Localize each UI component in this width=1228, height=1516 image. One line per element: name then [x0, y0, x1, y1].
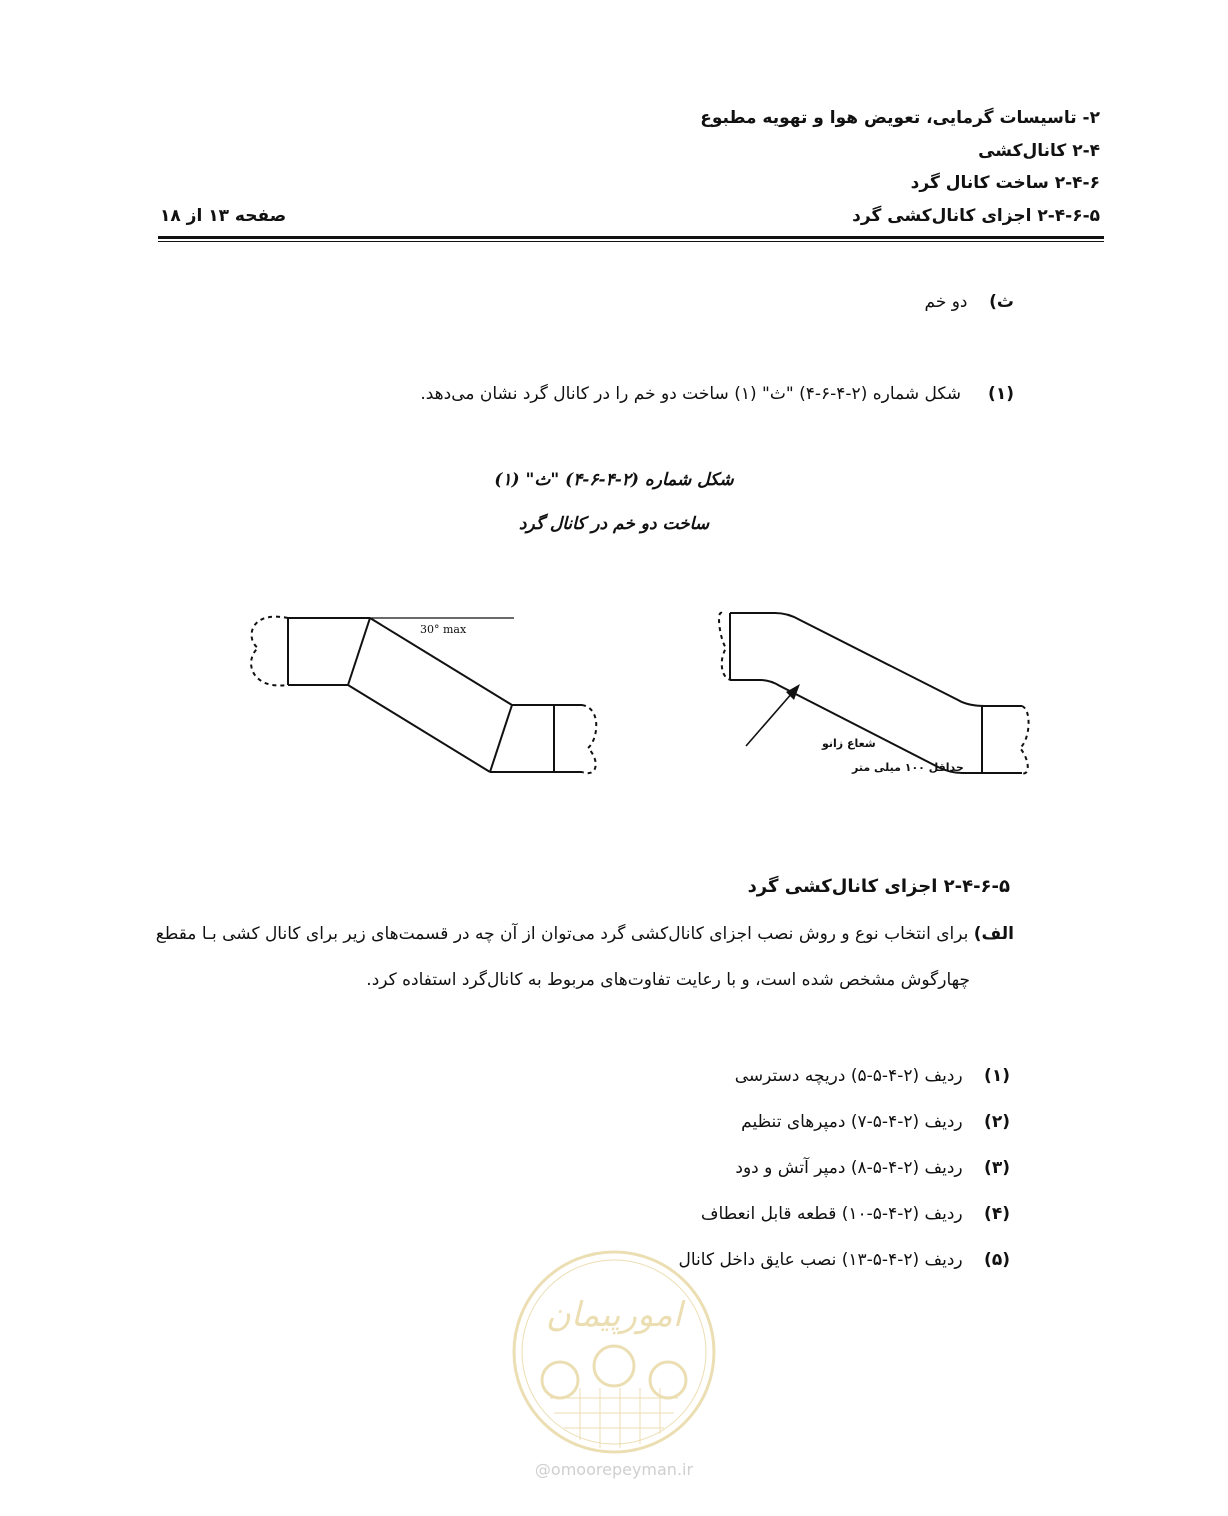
list-item: [735, 1158, 1010, 1178]
double-bend-duct-figure: [240, 600, 1040, 790]
figure-caption-title: شکل شماره (۲-۴-۶-۴) "ث" (۱): [494, 470, 734, 490]
radius-label-line-1: شعاع زانو: [822, 737, 876, 750]
list-item-text: ردیف (۲-۴-۵-۷) دمپرهای تنظیم: [741, 1112, 963, 1132]
angle-label: 30° max: [420, 623, 467, 636]
item-1-text: شکل شماره (۲-۴-۶-۴) "ث" (۱) ساخت دو خم را در کانال گرد نشان می‌دهد.: [420, 384, 962, 404]
header-line-4: ۲-۴-۶-۵ اجزای کانال‌کشی گرد: [852, 206, 1100, 226]
item-1: [420, 384, 1014, 404]
list-item-number: (۲): [984, 1112, 1010, 1132]
item-1-marker: (۱): [988, 384, 1014, 404]
list-item: [735, 1066, 1010, 1086]
paragraph-alef-line-2: چهارگوش مشخص شده است، و با رعایت تفاوت‌های مربوط به کانال‌گرد استفاده کرد.: [366, 970, 970, 990]
header-rule-thin: [158, 241, 1104, 242]
watermark-gear-icon: [542, 1346, 686, 1398]
item-tha: [925, 292, 1015, 312]
paragraph-alef-marker: الف): [973, 924, 1014, 944]
watermark-site: @omoorepeyman.ir: [534, 1460, 694, 1479]
list-item-number: (۵): [984, 1250, 1010, 1270]
item-tha-marker: ث): [989, 292, 1014, 312]
header-line-1: ۲- تاسیسات گرمایی، تعویض هوا و تهویه مطبوع: [700, 108, 1100, 128]
list-item-number: (۴): [984, 1204, 1010, 1224]
mitered-bend-drawing: [251, 617, 596, 774]
paragraph-alef-line-1: [156, 924, 1014, 944]
list-item: [679, 1250, 1010, 1270]
figure-caption-subtitle: ساخت دو خم در کانال گرد: [518, 514, 710, 534]
radius-label-line-2: حداقل ۱۰۰ میلی متر: [852, 761, 964, 774]
list-item-text: ردیف (۲-۴-۵-۸) دمپر آتش و دود: [735, 1158, 963, 1178]
list-item-number: (۱): [984, 1066, 1010, 1086]
list-item-text: ردیف (۲-۴-۵-۱۰) قطعه قابل انعطاف: [700, 1204, 963, 1224]
header-line-3: ۲-۴-۶ ساخت کانال گرد: [910, 173, 1100, 193]
header-line-2: ۲-۴ کانال‌کشی: [978, 141, 1100, 161]
list-item: [701, 1204, 1010, 1224]
list-item-text: ردیف (۲-۴-۵-۵) دریچه دسترسی: [734, 1066, 963, 1086]
paragraph-alef-text-1: برای انتخاب نوع و روش نصب اجزای کانال‌کشی گرد می‌توان از آن چه در قسمت‌های زیر برای کانال کشی بـا مقطع: [155, 924, 969, 944]
list-item-number: (۳): [984, 1158, 1010, 1178]
header-rule-thick: [158, 236, 1104, 239]
list-item-text: ردیف (۲-۴-۵-۱۳) نصب عایق داخل کانال: [678, 1250, 963, 1270]
page-number: صفحه ۱۳ از ۱۸: [160, 206, 287, 226]
watermark-logo: [510, 1248, 718, 1456]
watermark-logo-text: امورپیمان: [545, 1295, 683, 1335]
item-tha-text: دو خم: [924, 292, 968, 312]
list-item: [741, 1112, 1010, 1132]
section-title: ۲-۴-۶-۵ اجزای کانال‌کشی گرد: [747, 876, 1010, 897]
